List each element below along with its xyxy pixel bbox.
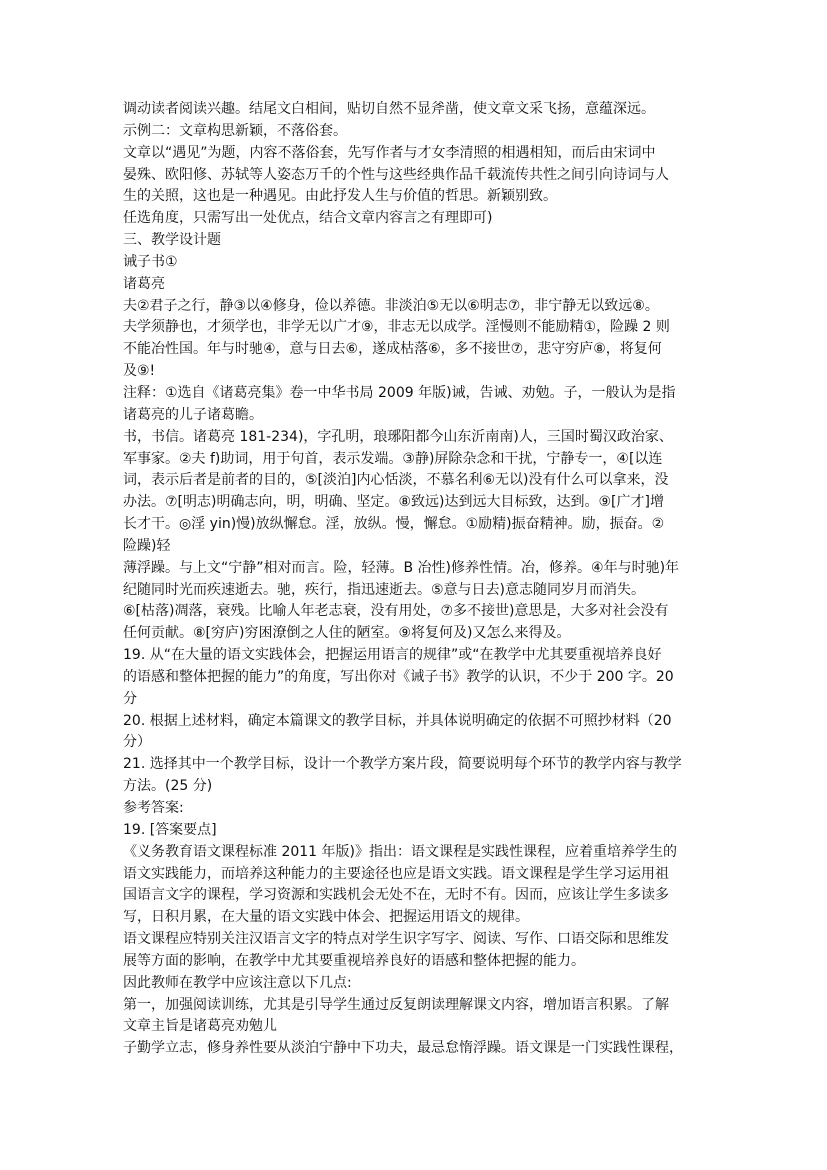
- text-line: 《义务教育语文课程标准 2011 年版)》指出：语文课程是实践性课程，应着重培养学生的: [123, 843, 677, 860]
- text-line: 文章主旨是诸葛亮劝勉儿: [123, 1018, 277, 1035]
- text-line: 长才干。◎淫 yin)慢)放纵懈怠。淫，放纵。慢，懈怠。①励精)振奋精神。励，振奋。②: [123, 516, 665, 533]
- text-line: 展等方面的影响，在教学中尤其要重视培养良好的语感和整体把握的能力。: [123, 952, 585, 969]
- text-line: 纪随同时光而疾速逝去。驰，疾行，指迅速逝去。⑤意与日去)意志随同岁月而消失。: [123, 581, 646, 598]
- text-line: 语文实践能力，而培养这种能力的主要途径也应是语文实践。语文课程是学生学习运用祖: [123, 865, 669, 882]
- text-line: 参考答案:: [123, 800, 184, 816]
- text-line: 方法。(25 分): [123, 778, 213, 795]
- text-line: 薄浮躁。与上文“宁静”相对而言。险，轻薄。B 冶性)修养性情。冶，修养。④年与时驰)年: [123, 559, 680, 576]
- text-line: 词，表示后者是前者的目的，⑤[淡泊]内心恬淡，不慕名利⑥无以)没有什么可以拿来，没: [123, 472, 669, 489]
- text-line: 任何贡献。⑧[穷庐)穷困潦倒之人住的陋室。⑨将复何及)又怎么来得及。: [123, 625, 571, 642]
- text-line: 21. 选择其中一个教学目标，设计一个教学方案片段，简要说明每个环节的教学内容与教学: [123, 756, 682, 773]
- text-line: 分）: [123, 734, 151, 751]
- text-line: 调动读者阅读兴趣。结尾文白相间，贴切自然不显斧凿，使文章文采飞扬，意蕴深远。: [123, 101, 655, 117]
- text-line: 及⑨!: [123, 363, 156, 380]
- text-line: 军事家。②夫 f)助词，用于句首，表示发端。③静)屏除杂念和干扰，宁静专一，④[以连: [123, 450, 663, 467]
- text-line: 19. [答案要点]: [123, 821, 217, 838]
- text-line: 诫子书①: [123, 253, 178, 270]
- text-line: 注释：①选自《诸葛亮集》卷一中华书局 2009 年版)诫，告诫、劝勉。子，一般认为是指: [123, 384, 676, 401]
- text-line: 三、教学设计题: [123, 232, 221, 249]
- text-line: 夫学须静也，才须学也，非学无以广才⑨，非志无以成学。淫慢则不能励精①，险躁 2 则: [123, 319, 670, 336]
- text-line: 生的关照，这也是一种遇见。由此抒发人生与价值的哲思。新颖别致。: [123, 188, 557, 205]
- text-line: 写，日积月累，在大量的语文实践中体会、把握运用语文的规律。: [123, 909, 529, 926]
- text-line: 第一，加强阅读训练，尤其是引导学生通过反复朗读理解课文内容，增加语言积累。了解: [123, 996, 669, 1013]
- text-line: 文章以“遇见”为题，内容不落俗套，先写作者与才女李清照的相遇相知，而后由宋词中: [123, 144, 656, 161]
- text-line: 语文课程应特别关注汉语言文字的特点对学生识字写字、阅读、写作、口语交际和思维发: [123, 931, 669, 948]
- text-line: 子勤学立志，修身养性要从淡泊宁静中下功夫，最忌怠惰浮躁。语文课是一门实践性课程，: [123, 1040, 683, 1057]
- text-line: 险躁)轻: [123, 537, 171, 554]
- text-line: 晏殊、欧阳修、苏轼等人姿态万千的个性与这些经典作品千载流传共性之间引向诗词与人: [123, 166, 669, 183]
- text-line: 诸葛亮的儿子诸葛瞻。: [123, 406, 263, 423]
- text-line: 的语感和整体把握的能力”的角度，写出你对《诫子书》教学的认识，不少于 200 字。20: [123, 668, 674, 685]
- text-line: 19. 从“在大量的语文实践体会，把握运用语言的规律”或“在教学中尤其要重视培养良好: [123, 647, 662, 664]
- text-line: 任选角度，只需写出一处优点，结合文章内容言之有理即可): [123, 210, 493, 227]
- text-line: 不能冶性国。年与时驰④，意与日去⑥，遂成枯落⑥，多不接世⑦，悲守穷庐⑧，将复何: [123, 341, 662, 358]
- text-line: 20. 根据上述材料，确定本篇课文的教学目标，并具体说明确定的依据不可照抄材料（20: [123, 712, 672, 729]
- text-line: 诸葛亮: [123, 275, 165, 292]
- text-line: 因此教师在教学中应该注意以下几点:: [123, 974, 352, 991]
- text-line: 示例二：文章构思新颖，不落俗套。: [123, 122, 347, 139]
- text-line: ⑥[枯落)凋落，衰残。比喻人年老志衰，没有用处，⑦多不接世)意思是，大多对社会没有: [123, 603, 669, 620]
- document-body: [123, 99, 723, 1060]
- text-line: 书，书信。诸葛亮 181-234)，字孔明，琅琊阳都今山东沂南南)人，三国时蜀汉政治家、: [123, 428, 673, 445]
- text-line: 办法。⑦[明志)明确志向，明，明确、坚定。⑧致远)达到远大目标致，达到。⑨[广才]增: [123, 494, 664, 511]
- text-line: 分: [123, 690, 137, 707]
- text-line: 夫②君子之行，静③以④修身，俭以养德。非淡泊⑤无以⑥明志⑦，非宁静无以致远⑧。: [123, 297, 659, 314]
- text-line: 国语言文字的课程，学习资源和实践机会无处不在，无时不有。因而，应该让学生多读多: [123, 887, 669, 904]
